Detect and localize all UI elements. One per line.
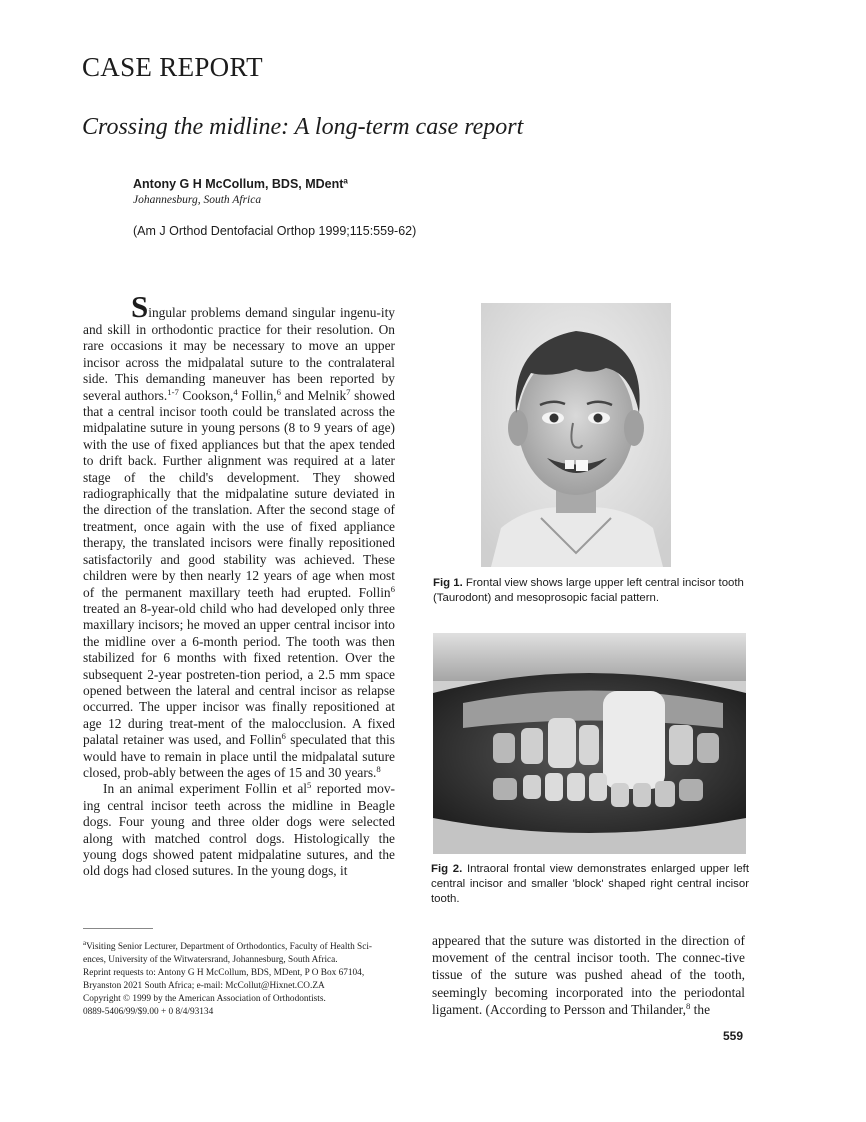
text-run: Cookson, xyxy=(178,387,234,403)
author-name-text: Antony G H McCollum, BDS, MDent xyxy=(133,177,344,191)
paragraph-continuation xyxy=(432,932,745,1018)
text-run: the xyxy=(690,1001,711,1017)
footnote-line: Copyright © 1999 by the American Association of Orthodontists. xyxy=(83,993,326,1004)
footnote-line: ences, University of the Witwatersrand, Johannesburg, South Africa. xyxy=(83,954,338,965)
reference-marker: 6 xyxy=(276,386,282,397)
reference-marker: 4 xyxy=(233,386,238,397)
author-affiliation-marker: a xyxy=(343,176,348,186)
text-run: speculated that this would have to remain in place until the midpalatal suture closed, prob-ably between the ages of 15 and 30 years. xyxy=(83,732,395,780)
footnote-marker: a xyxy=(83,939,87,948)
intraoral-illustration xyxy=(433,633,746,854)
figure-1-caption-text: Frontal view shows large upper left central incisor tooth (Taurodont) and mesoprosopic facial pattern. xyxy=(433,577,744,604)
figure-1-label: Fig 1. xyxy=(433,577,463,589)
section-label: CASE REPORT xyxy=(82,52,263,82)
footnote-text: Visiting Senior Lecturer, Department of Orthodontics, Faculty of Health Sci- xyxy=(86,942,373,952)
text-run: and Melnik xyxy=(281,387,347,403)
drop-cap: S xyxy=(131,289,149,324)
figure-2-caption xyxy=(431,862,749,907)
figure-1-caption xyxy=(433,576,753,606)
reference-marker: 8 xyxy=(376,764,381,775)
figure-2-intraoral-photo xyxy=(433,633,746,854)
text-run: treated an 8-year-old child who had developed only three maxillary incisors; he moved an upper central incisor into the midline over a 6-month period. The tooth was then stabilized for 6 months with fixed retention. Over the subsequent 2-year postreten-tion period, a 2.5 mm space opened between the lateral and central incisor as relapse occurred. The upper incisor was finally repositioned at age 12 during treat-ment of the malocclusion. A fixed palatal retainer was used, and Follin xyxy=(83,600,395,748)
figure-2-label: Fig 2. xyxy=(431,863,463,875)
paragraph-animal-experiment xyxy=(83,781,395,879)
left-column-body xyxy=(83,291,395,880)
reference-marker: 5 xyxy=(307,780,312,791)
reference-marker: 6 xyxy=(281,731,286,742)
footnote-divider xyxy=(83,928,153,929)
footnote xyxy=(83,941,398,1018)
text-run: ingular problems demand singular ingenu-ity and skill in orthodontic practice for their resolution. On rare occasions it may be necessary to move an upper incisor across the midpalatal suture to the contralateral side. This demanding maneuver has been reported by several authors. xyxy=(83,305,395,403)
footnote-line: Reprint requests to: Antony G H McCollum, BDS, MDent, P O Box 67104, xyxy=(83,967,365,978)
reference-marker: 8 xyxy=(685,1001,691,1012)
text-run: Follin, xyxy=(237,387,277,403)
figure-2-caption-text: Intraoral frontal view demonstrates enlarged upper left central incisor and smaller 'block' shaped right central incisor tooth. xyxy=(431,863,749,905)
reference-marker: 1-7 xyxy=(167,386,179,397)
text-run: reported mov-ing central incisor teeth across the midline in Beagle dogs. Four young and three older dogs were selected along with matched control dogs. Histologically the young dogs showed patent midpalatine sutures, and the old dogs had closed sutures. In the young dogs, it xyxy=(83,781,395,879)
portrait-illustration xyxy=(481,303,671,567)
text-run: appeared that the suture was distorted in the direction of movement of the central incisor tooth. The connec-tive tissue of the suture was pushed ahead of the tooth, seemingly becoming incorporated into the periodontal ligament. (According to Persson and Thilander, xyxy=(432,933,745,1017)
footnote-line: 0889-5406/99/$9.00 + 0 8/4/93134 xyxy=(83,1006,214,1017)
journal-citation: (Am J Orthod Dentofacial Orthop 1999;115:559-62) xyxy=(133,224,417,238)
text-run: In an animal experiment Follin et al xyxy=(103,781,308,797)
author-location: Johannesburg, South Africa xyxy=(133,194,262,206)
right-column-body xyxy=(432,932,745,1018)
paragraph-intro xyxy=(83,291,395,781)
footnote-line xyxy=(83,941,398,954)
figure-1-portrait-photo xyxy=(481,303,671,567)
reference-marker: 6 xyxy=(390,583,395,594)
page-number: 559 xyxy=(723,1029,744,1043)
text-run: showed that a central incisor tooth could be translated across the midpalatine suture in young persons (8 to 9 years of age) with the use of fixed appliances but that the apex tended to drift back. Further alignment was required at a later stage of the child's development. They showed radiographically that the midpalatine suture deviated in the direction of the translation. After the second stage of treatment, once again with the use of fixed appliance therapy, the translated incisors were finally repositioned satisfactorily and good stability was achieved. These children were by then nearly 12 years of age when most of the permanent maxillary teeth had erupted. Follin xyxy=(83,387,395,600)
reference-marker: 7 xyxy=(346,386,351,397)
author-name xyxy=(133,177,348,191)
footnote-line: Bryanston 2021 South Africa; e-mail: McCollut@Hixnet.CO.ZA xyxy=(83,980,325,991)
article-title: Crossing the midline: A long-term case report xyxy=(82,114,524,140)
